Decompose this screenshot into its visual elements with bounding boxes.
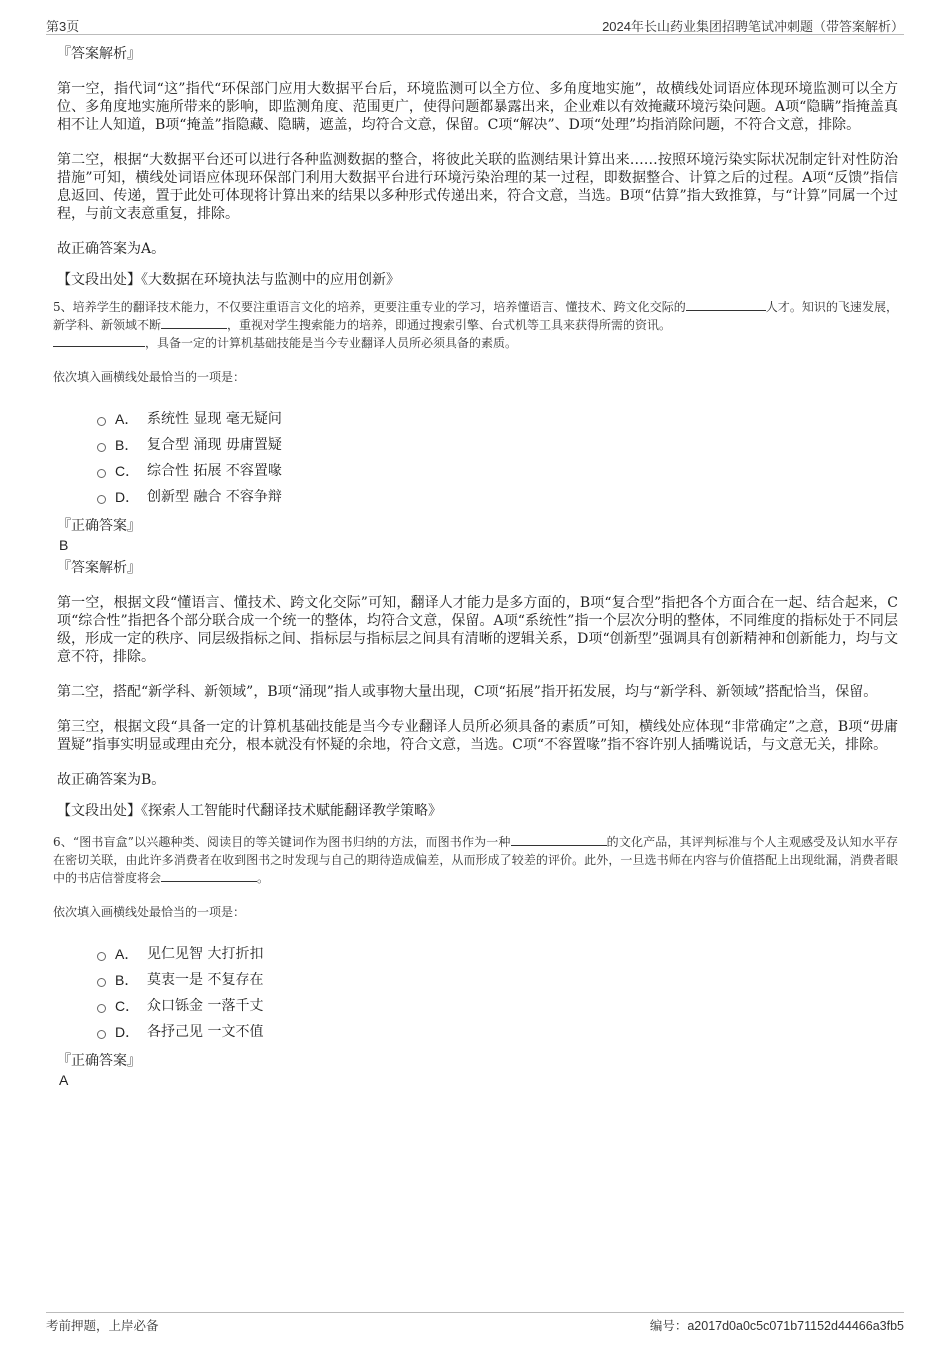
- page-footer: [46, 1312, 904, 1333]
- analysis-conclusion: 故正确答案为A。: [57, 241, 166, 257]
- radio-icon[interactable]: [97, 469, 106, 478]
- option-a[interactable]: A． 见仁见智 大打折扣: [97, 941, 898, 967]
- option-c[interactable]: C． 综合性 拓展 不容置喙: [97, 458, 898, 484]
- fill-blank: [161, 316, 227, 329]
- analysis-conclusion: 故正确答案为B。: [57, 772, 166, 788]
- correct-answer: B: [59, 537, 69, 553]
- fill-blank: [511, 833, 607, 846]
- radio-icon[interactable]: [97, 952, 106, 961]
- analysis-label: 『答案解析』: [57, 560, 141, 576]
- option-b[interactable]: B． 复合型 涌现 毋庸置疑: [97, 432, 898, 458]
- fill-blank: [686, 298, 766, 311]
- radio-icon[interactable]: [97, 1030, 106, 1039]
- question-text: ，重视对学生搜索能力的培养，即通过搜索引擎、台式机等工具来获得所需的资讯。: [227, 318, 672, 332]
- question-text: 5、培养学生的翻译技术能力，不仅要注重语言文化的培养，更要注重专业的学习，培养懂语言、懂技术、跨文化交际的: [53, 300, 686, 314]
- option-b[interactable]: B． 莫衷一是 不复存在: [97, 967, 898, 993]
- question-text: 人才。知识的飞速发展，新学科、新领域不断: [53, 300, 898, 332]
- radio-icon[interactable]: [97, 443, 106, 452]
- page-content: [53, 44, 898, 1089]
- option-a[interactable]: A． 系统性 显现 毫无疑问: [97, 406, 898, 432]
- radio-icon[interactable]: [97, 1004, 106, 1013]
- analysis-paragraph: 第一空，根据文段“懂语言、懂技术、跨文化交际”可知，翻译人才能力是多方面的，B项“复合型”指把各个方面合在一起、结合起来，C项“综合性”指把各个部分联合成一个统一的整体，均符合文意，保留。A项“系统性”指一个层次分明的整体，不同维度的指标处于不同层级，形成一定的秩序、同层级指标之间、指标层与指标层之间具有清晰的逻辑关系，D项“创新型”强调具有创新精神和创新能力，均与文意不符，排除。: [57, 595, 898, 665]
- correct-answer-label: 『正确答案』: [57, 1053, 141, 1069]
- option-d[interactable]: D． 创新型 融合 不容争辩: [97, 484, 898, 510]
- document-id: 编号：a2017d0a0c5c071b71152d44466a3fb5: [649, 1319, 904, 1333]
- radio-icon[interactable]: [97, 417, 106, 426]
- correct-answer-label: 『正确答案』: [57, 518, 141, 534]
- question-text: ，具备一定的计算机基础技能是当今专业翻译人员所必须具备的素质。: [145, 336, 518, 350]
- source-citation: 【文段出处】《探索人工智能时代翻译技术赋能翻译教学策略》: [57, 803, 442, 819]
- question-text: 6、“图书盲盒”以兴趣种类、阅读目的等关键词作为图书归纳的方法，而图书作为一种: [53, 835, 511, 849]
- question-6: [53, 833, 898, 887]
- option-list: [97, 406, 898, 510]
- analysis-paragraph: 第三空，根据文段“具备一定的计算机基础技能是当今专业翻译人员所必须具备的素质”可知，横线处应体现“非常确定”之意，B项“毋庸置疑”指事实明显或理由充分，根本就没有怀疑的余地，符合文意，当选。C项“不容置喙”指不容许别人插嘴说话，与文意无关，排除。: [57, 719, 898, 753]
- analysis-label: 『答案解析』: [57, 46, 141, 62]
- question-prompt: 依次填入画横线处最恰当的一项是：: [53, 905, 246, 919]
- analysis-paragraph: 第一空，指代词“这”指代“环保部门应用大数据平台后，环境监测可以全方位、多角度地实施”，故横线处词语应体现环境监测可以全方位、多角度地实施所带来的影响，即监测角度、范围更广，使得问题都暴露出来，企业难以有效掩藏环境污染问题。A项“隐瞒”指掩盖真相不让人知道，B项“掩盖”指隐藏、隐瞒，遮盖，均符合文意，保留。C项“解决”、D项“处理”均指消除问题，不符合文意，排除。: [57, 81, 898, 133]
- page-number: 第3页: [46, 19, 80, 34]
- question-text: 。: [257, 871, 270, 885]
- analysis-paragraph: 第二空，搭配“新学科、新领域”，B项“涌现”指人或事物大量出现，C项“拓展”指开拓发展，均与“新学科、新领域”搭配恰当，保留。: [57, 684, 878, 700]
- question-text: 的文化产品，其评判标准与个人主观感受及认知水平存在密切关联，由此许多消费者在收到图书之时发现与自己的期待造成偏差，从而形成了较差的评价。此外，一旦选书师在内容与价值搭配上出现纰漏，消费者眼中的书店信誉度将会: [53, 835, 898, 885]
- radio-icon[interactable]: [97, 978, 106, 987]
- fill-blank: [53, 334, 145, 347]
- document-title: 2024年长山药业集团招聘笔试冲刺题（带答案解析）: [602, 19, 904, 34]
- option-d[interactable]: D． 各抒己见 一文不值: [97, 1019, 898, 1045]
- fill-blank: [161, 869, 257, 882]
- radio-icon[interactable]: [97, 495, 106, 504]
- page-header: [46, 14, 904, 35]
- correct-answer: A: [59, 1072, 69, 1088]
- analysis-paragraph: 第二空，根据“大数据平台还可以进行各种监测数据的整合，将彼此关联的监测结果计算出来……按照环境污染实际状况制定针对性防治措施”可知，横线处词语应体现环保部门利用大数据平台进行环境污染治理的某一过程，即数据整合、计算之后的过程。A项“反馈”指信息返回、传递，置于此处可体现将计算出来的结果以多种形式传递出来，符合文意，当选。B项“估算”指大致推算，与“计算”同属一个过程，与前文表意重复，排除。: [57, 152, 898, 222]
- option-c[interactable]: C． 众口铄金 一落千丈: [97, 993, 898, 1019]
- option-list: [97, 941, 898, 1045]
- footer-slogan: 考前押题，上岸必备: [46, 1319, 159, 1333]
- source-citation: 【文段出处】《大数据在环境执法与监测中的应用创新》: [57, 272, 400, 288]
- question-prompt: 依次填入画横线处最恰当的一项是：: [53, 370, 246, 384]
- question-5: [53, 298, 898, 352]
